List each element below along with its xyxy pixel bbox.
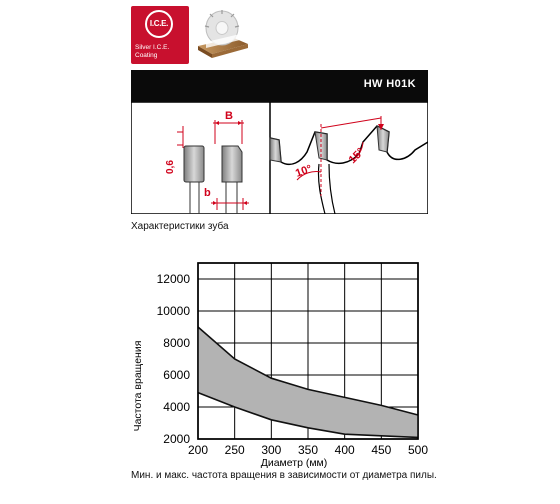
tooth-side-view (270, 116, 428, 214)
x-tick-label: 300 (261, 443, 282, 457)
rpm-chart (130, 258, 430, 470)
y-tick-label: 4000 (163, 400, 190, 414)
y-tick-label: 6000 (163, 368, 190, 382)
rake-angle-label: 15° (346, 145, 367, 167)
model-code: HW H01K (363, 78, 416, 90)
x-axis-ticks (188, 443, 428, 457)
tooth-front-view (177, 120, 249, 214)
tooth-geometry-diagram (131, 102, 428, 214)
model-header-bar (131, 70, 428, 102)
x-tick-label: 500 (407, 443, 429, 457)
y-axis-label: Частота вращения (132, 340, 144, 432)
tooth-characteristics-caption: Характеристики зуба (131, 221, 229, 232)
y-tick-label: 8000 (163, 336, 190, 350)
dimension-b-label: b (204, 187, 211, 199)
y-tick-label: 12000 (156, 272, 190, 286)
chart-caption: Мин. и макс. частота вращения в зависимости от диаметра пилы. (131, 470, 437, 481)
ice-logo-mark: I.C.E. (145, 10, 173, 38)
x-axis-label: Диаметр (мм) (260, 457, 328, 469)
x-tick-label: 400 (334, 443, 355, 457)
saw-blade-illustration (194, 8, 250, 60)
dimension-height-label: 0,6 (165, 160, 176, 174)
x-tick-label: 350 (297, 443, 319, 457)
coating-label-line2: Coating (135, 52, 158, 59)
y-tick-label: 10000 (156, 304, 190, 318)
coating-label-line1: Silver I.C.E. (135, 44, 170, 51)
clearance-angle-label: 10° (293, 162, 314, 180)
y-tick-label: 2000 (163, 432, 190, 446)
y-axis-ticks (157, 272, 191, 446)
dimension-B-label: B (225, 110, 233, 122)
x-tick-label: 450 (371, 443, 392, 457)
x-tick-label: 200 (187, 443, 209, 457)
ice-logo (131, 6, 189, 64)
x-tick-label: 250 (224, 443, 245, 457)
